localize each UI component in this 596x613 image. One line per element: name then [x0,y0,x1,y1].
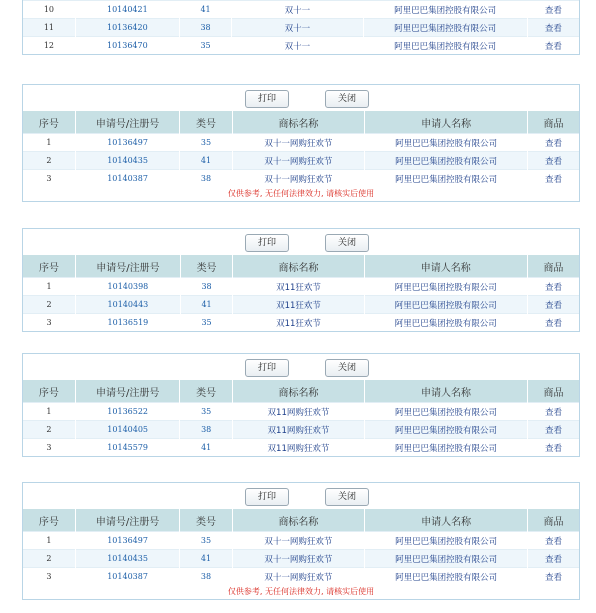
class-number: 41 [180,152,232,170]
trademark-name-link[interactable]: 双11狂欢节 [233,278,364,296]
disclaimer-note: 仅供参考, 无任何法律效力, 请核实后使用 [227,189,375,198]
table-row [23,152,579,170]
row-number: 2 [23,152,75,170]
column-header-class: 类号 [180,111,232,134]
view-goods-link[interactable]: 查看 [528,134,579,152]
column-header-applicant: 申请人名称 [364,255,527,278]
table-header-row [23,509,579,532]
applicant-name-link[interactable]: 阿里巴巴集团控股有限公司 [365,421,528,439]
registration-number-link[interactable]: 10136519 [75,314,180,332]
column-header-class: 类号 [180,380,232,403]
class-number: 35 [179,37,231,55]
class-number: 38 [180,568,232,586]
trademark-name-link[interactable]: 双十一网购狂欢节 [232,532,365,550]
class-number: 41 [179,1,231,19]
registration-number-link[interactable]: 10140421 [75,1,179,19]
table-row [23,296,579,314]
column-header-number: 序号 [23,509,75,532]
trademark-name-link[interactable]: 双十一网购狂欢节 [232,170,365,188]
column-header-goods: 商品 [528,111,579,134]
row-number: 11 [23,19,75,37]
row-number: 3 [23,170,75,188]
registration-number-link[interactable]: 10140398 [75,278,180,296]
column-header-registration: 申请号/注册号 [75,509,180,532]
class-number: 41 [180,296,233,314]
table-row [23,170,579,188]
table-row [23,314,579,332]
row-number: 1 [23,403,75,421]
table-row [23,19,579,37]
applicant-name-link[interactable]: 阿里巴巴集团控股有限公司 [364,296,527,314]
print-button[interactable]: 打印 [245,234,289,252]
panel-toolbar [23,354,579,380]
column-header-goods: 商品 [527,255,579,278]
row-number: 10 [23,1,75,19]
trademark-name-link[interactable]: 双十一 [232,19,363,37]
trademark-name-link[interactable]: 双11狂欢节 [233,314,364,332]
result-panel-2 [22,228,580,332]
row-number: 12 [23,37,75,55]
view-goods-link[interactable]: 查看 [528,152,579,170]
results-table [23,111,579,187]
class-number: 38 [180,170,232,188]
column-header-class: 类号 [180,509,232,532]
class-number: 35 [180,134,232,152]
column-header-trademark: 商标名称 [232,111,365,134]
panel-toolbar [23,229,579,255]
row-number: 1 [23,532,75,550]
row-number: 3 [23,439,75,457]
view-goods-link[interactable]: 查看 [528,403,579,421]
column-header-trademark: 商标名称 [232,380,364,403]
row-number: 1 [23,278,75,296]
column-header-number: 序号 [23,111,75,134]
column-header-goods: 商品 [528,509,579,532]
panel-toolbar [23,85,579,111]
class-number: 38 [180,278,233,296]
registration-number-link[interactable]: 10140435 [75,152,180,170]
table-row [23,568,579,586]
print-button[interactable]: 打印 [245,90,289,108]
trademark-name-link[interactable]: 双11网购狂欢节 [232,439,364,457]
registration-number-link[interactable]: 10136470 [75,37,179,55]
applicant-name-link[interactable]: 阿里巴巴集团控股有限公司 [364,314,527,332]
close-button[interactable]: 关闭 [325,488,369,506]
view-goods-link[interactable]: 查看 [527,278,579,296]
table-header-row [23,255,579,278]
row-number: 3 [23,568,75,586]
table-row [23,134,579,152]
trademark-name-link[interactable]: 双十一网购狂欢节 [232,134,365,152]
trademark-name-link[interactable]: 双11狂欢节 [233,296,364,314]
trademark-name-link[interactable]: 双十一 [232,37,363,55]
table-row [23,403,579,421]
view-goods-link[interactable]: 查看 [527,19,579,37]
registration-number-link[interactable]: 10136497 [75,134,180,152]
result-panel-3 [22,353,580,457]
applicant-name-link[interactable]: 阿里巴巴集团控股有限公司 [365,152,528,170]
view-goods-link[interactable]: 查看 [528,439,579,457]
view-goods-link[interactable]: 查看 [528,421,579,439]
class-number: 38 [180,421,232,439]
class-number: 35 [180,403,232,421]
result-panel-1 [22,84,580,202]
view-goods-link[interactable]: 查看 [528,550,579,568]
class-number: 35 [180,314,233,332]
column-header-trademark: 商标名称 [232,509,365,532]
registration-number-link[interactable]: 10140387 [75,170,180,188]
row-number: 2 [23,296,75,314]
applicant-name-link[interactable]: 阿里巴巴集团控股有限公司 [365,439,528,457]
column-header-number: 序号 [23,255,75,278]
class-number: 38 [179,19,231,37]
row-number: 2 [23,550,75,568]
column-header-number: 序号 [23,380,75,403]
results-table [23,509,579,585]
trademark-name-link[interactable]: 双11网购狂欢节 [232,403,364,421]
table-header-row [23,111,579,134]
registration-number-link[interactable]: 10136497 [75,532,180,550]
table-row [23,439,579,457]
trademark-name-link[interactable]: 双十一网购狂欢节 [232,550,365,568]
disclaimer-note: 仅供参考, 无任何法律效力, 请核实后使用 [227,587,375,596]
applicant-name-link[interactable]: 阿里巴巴集团控股有限公司 [363,1,527,19]
row-number: 3 [23,314,75,332]
view-goods-link[interactable]: 查看 [527,1,579,19]
table-row [23,421,579,439]
row-number: 1 [23,134,75,152]
table-header-row [23,380,579,403]
close-button[interactable]: 关闭 [325,234,369,252]
trademark-name-link[interactable]: 双十一 [232,1,363,19]
applicant-name-link[interactable]: 阿里巴巴集团控股有限公司 [363,37,527,55]
column-header-trademark: 商标名称 [233,255,364,278]
applicant-name-link[interactable]: 阿里巴巴集团控股有限公司 [365,532,528,550]
table-row [23,37,579,55]
result-panel-4 [22,482,580,600]
registration-number-link[interactable]: 10140405 [75,421,180,439]
result-table-continuation [22,0,580,55]
close-button[interactable]: 关闭 [325,359,369,377]
registration-number-link[interactable]: 10145579 [75,439,180,457]
view-goods-link[interactable]: 查看 [528,568,579,586]
column-header-applicant: 申请人名称 [365,380,528,403]
column-header-class: 类号 [180,255,233,278]
print-button[interactable]: 打印 [245,359,289,377]
trademark-name-link[interactable]: 双11网购狂欢节 [232,421,364,439]
registration-number-link[interactable]: 10136522 [75,403,180,421]
class-number: 35 [180,532,232,550]
print-button[interactable]: 打印 [245,488,289,506]
table-row [23,278,579,296]
results-table [23,0,579,54]
registration-number-link[interactable]: 10136420 [75,19,179,37]
view-goods-link[interactable]: 查看 [527,314,579,332]
table-row [23,532,579,550]
row-number: 2 [23,421,75,439]
trademark-name-link[interactable]: 双十一网购狂欢节 [232,152,365,170]
registration-number-link[interactable]: 10140435 [75,550,180,568]
applicant-name-link[interactable]: 阿里巴巴集团控股有限公司 [365,568,528,586]
column-header-applicant: 申请人名称 [365,111,528,134]
applicant-name-link[interactable]: 阿里巴巴集团控股有限公司 [363,19,527,37]
view-goods-link[interactable]: 查看 [527,37,579,55]
class-number: 41 [180,439,232,457]
table-row [23,550,579,568]
applicant-name-link[interactable]: 阿里巴巴集团控股有限公司 [364,278,527,296]
trademark-name-link[interactable]: 双十一网购狂欢节 [232,568,365,586]
table-row [23,1,579,19]
column-header-applicant: 申请人名称 [365,509,528,532]
applicant-name-link[interactable]: 阿里巴巴集团控股有限公司 [365,403,528,421]
results-table [23,255,579,331]
view-goods-link[interactable]: 查看 [527,296,579,314]
registration-number-link[interactable]: 10140387 [75,568,180,586]
applicant-name-link[interactable]: 阿里巴巴集团控股有限公司 [365,134,528,152]
view-goods-link[interactable]: 查看 [528,532,579,550]
column-header-registration: 申请号/注册号 [75,255,180,278]
column-header-registration: 申请号/注册号 [75,111,180,134]
close-button[interactable]: 关闭 [325,90,369,108]
column-header-goods: 商品 [528,380,579,403]
registration-number-link[interactable]: 10140443 [75,296,180,314]
results-table [23,380,579,456]
view-goods-link[interactable]: 查看 [528,170,579,188]
column-header-registration: 申请号/注册号 [75,380,180,403]
applicant-name-link[interactable]: 阿里巴巴集团控股有限公司 [365,550,528,568]
applicant-name-link[interactable]: 阿里巴巴集团控股有限公司 [365,170,528,188]
panel-toolbar [23,483,579,509]
class-number: 41 [180,550,232,568]
